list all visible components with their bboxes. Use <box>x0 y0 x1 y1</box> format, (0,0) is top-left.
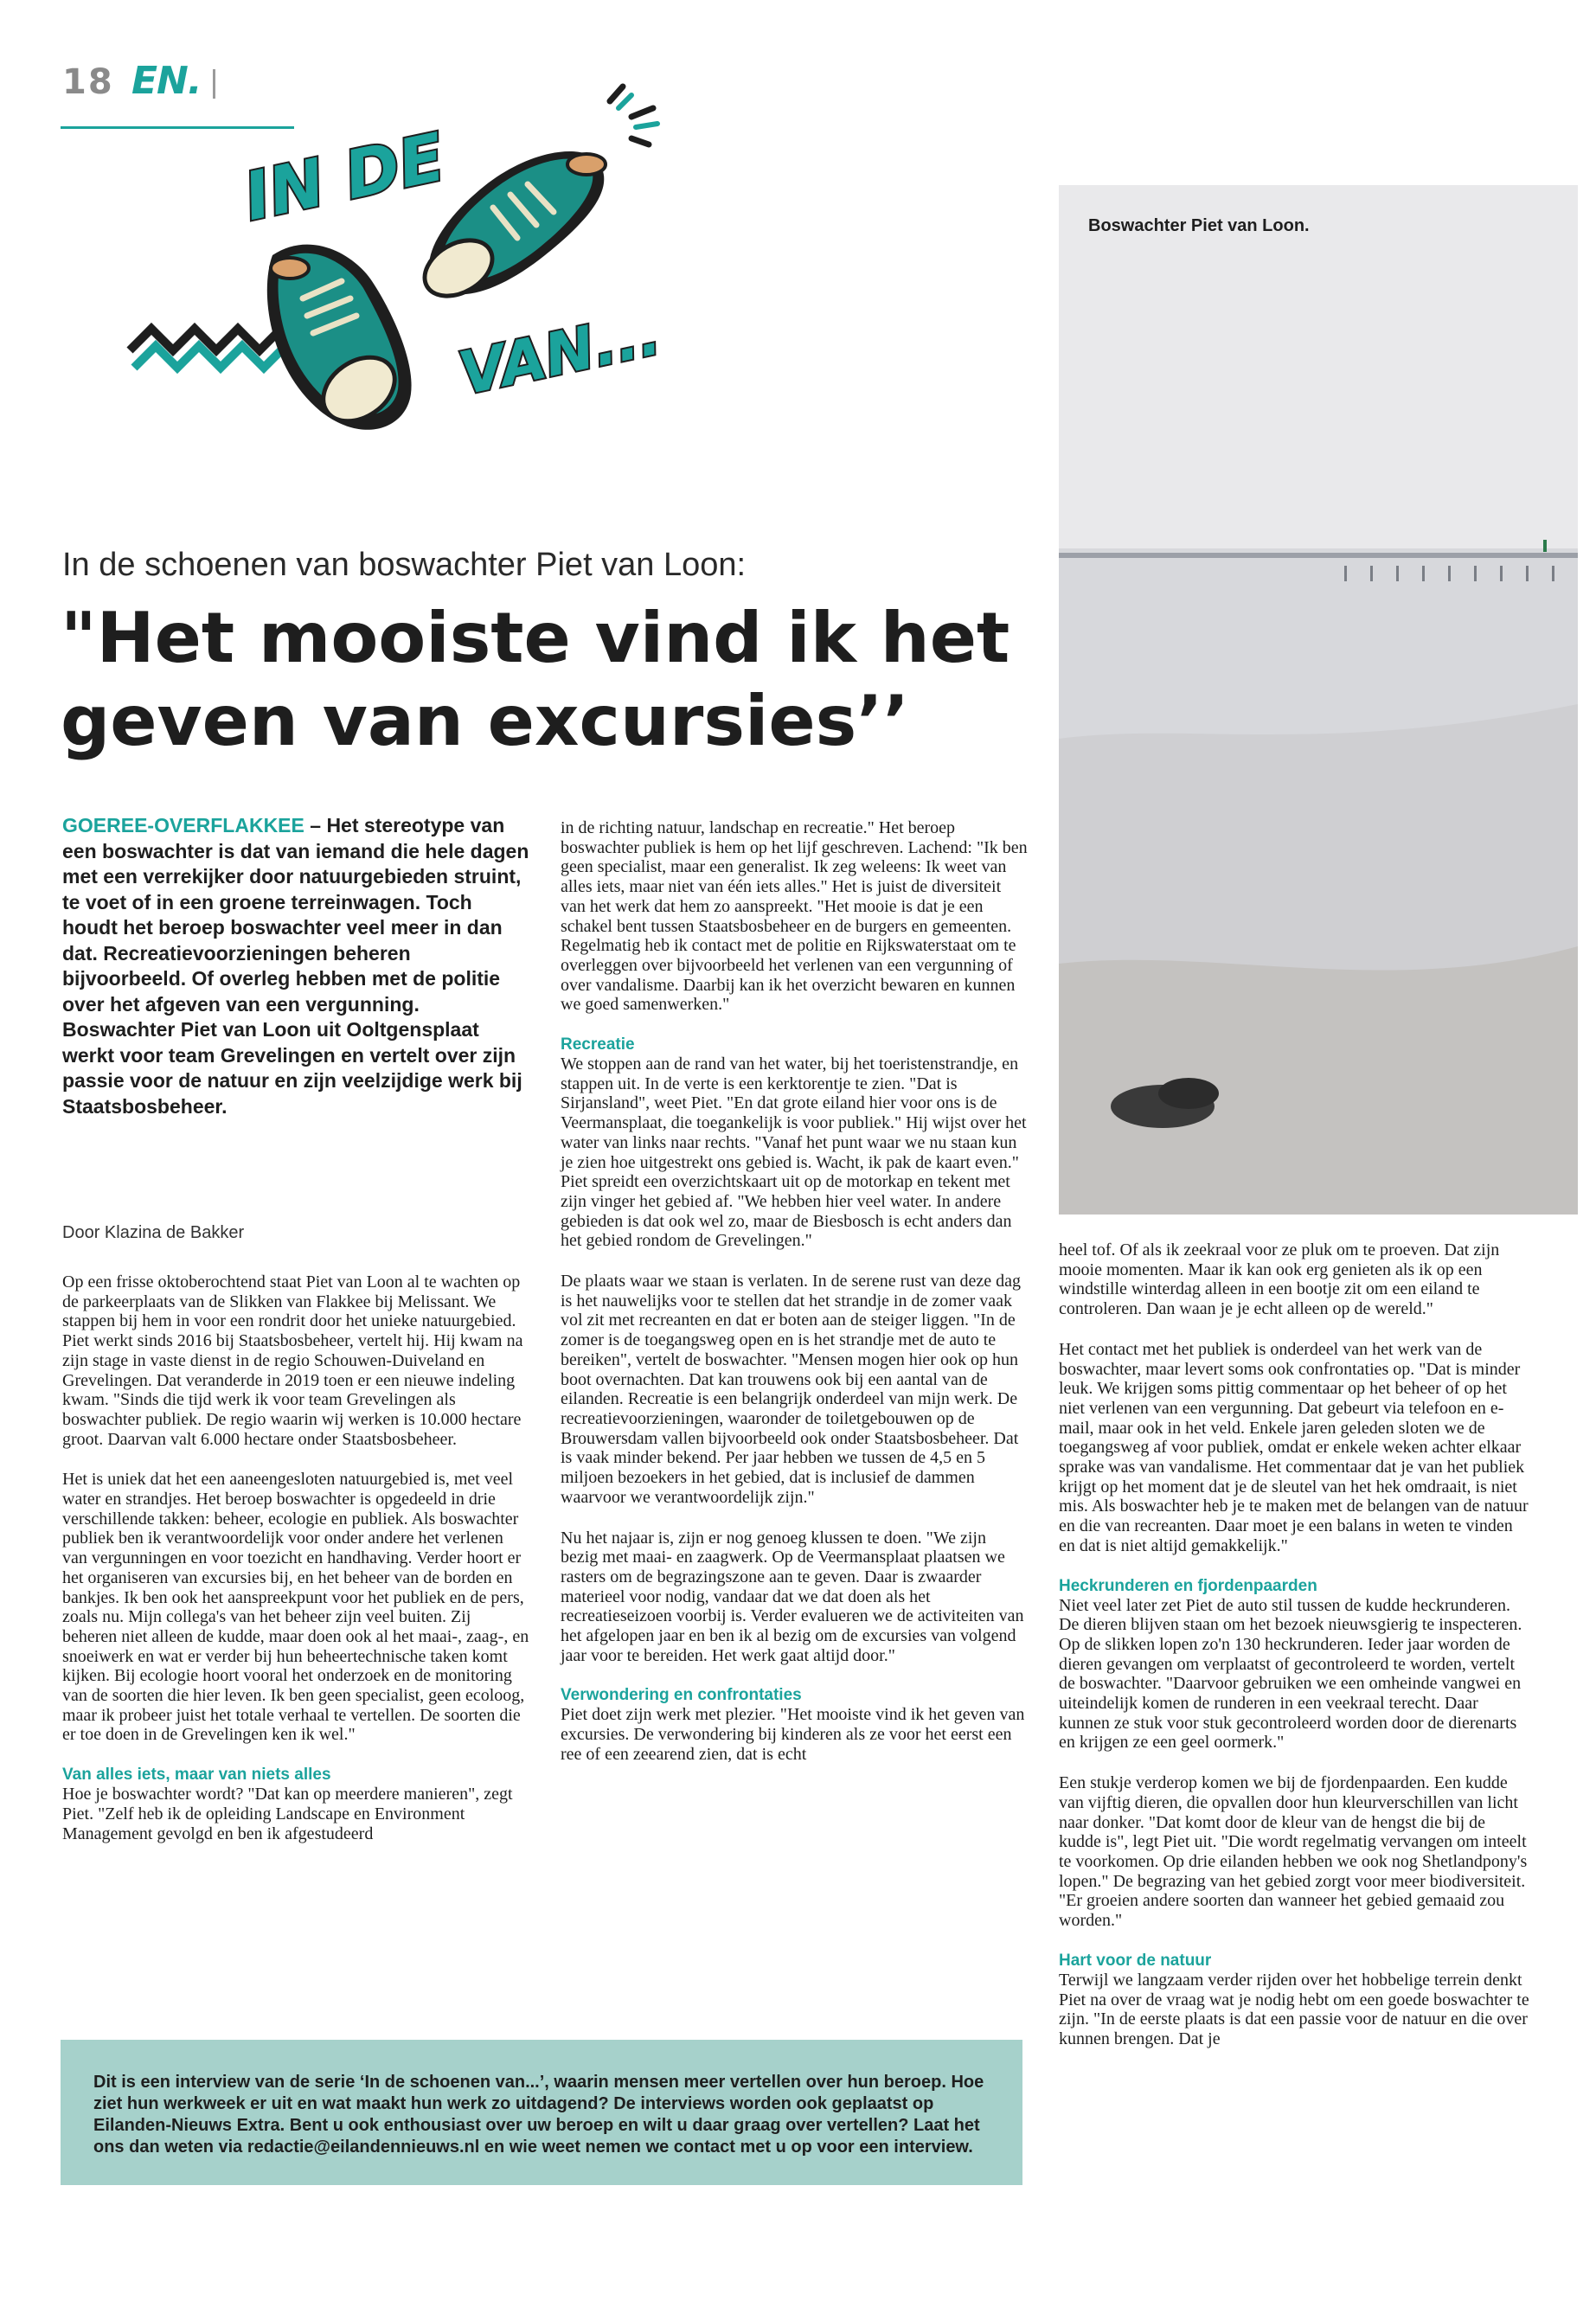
subheading: Heckrunderen en fjordenpaarden <box>1059 1576 1317 1595</box>
series-logo <box>112 82 735 463</box>
paragraph: Op een frisse oktoberochtend staat Piet van Loon al te wachten op de parkeerplaats van de Slikken van Flakkee bij Melissant. We stappen bij hem in voor een rondrit door het unieke natuurgebied. Piet werkt sinds 2016 bij Staatsbosbeheer, vertelt hij. Hij kwam na zijn stage in vaste dienst in de regio Schouwen-Duiveland en Grevelingen. Dat veranderde in 2019 toen er een nieuwe indeling kwam. "Sinds die tijd werk ik voor team Grevelingen als boswachter publiek. De regio waarin wij werken is 10.000 hectare groot. Daarvan valt 6.000 hectare onder Staatsbosbeheer. <box>62 1272 523 1449</box>
brand-logo: EN. <box>131 59 202 103</box>
article-column-2 <box>561 818 1028 1785</box>
paragraph: Terwijl we langzaam verder rijden over het hobbelige terrein denkt Piet na over de vraag wat je nodig hebt om een goede boswachter te zijn. "In de eerste plaats is dat een passie voor de natuur en die over kunnen brengen. Dat je <box>1059 1970 1529 2048</box>
subheading: Hart voor de natuur <box>1059 1951 1212 1970</box>
photo-caption: Boswachter Piet van Loon. <box>1088 216 1310 235</box>
paragraph: Nu het najaar is, zijn er nog genoeg klussen te doen. "We zijn bezig met maai- en zaagwerk. Op de Veermansplaat plaatsen we rasters om de begrazingszone aan te geven. Daar is zwaarder materieel voor nodig, vandaar dat we dat doen als het recreatieseizoen voorbij is. Verder evalueren we de activiteiten van het afgelopen jaar en ben ik al bezig om de excursies van volgend jaar voor te bereiden. Het werk gaat altijd door." <box>561 1528 1024 1665</box>
paragraph: Niet veel later zet Piet de auto stil tussen de kudde heckrunderen. De dieren blijven staan om het bezoek nieuwsgierig te inspecteren. Op de slikken lopen zo'n 130 heckrunderen. Ieder jaar worden de dieren gevangen om verplaatst of gecontroleerd te worden, vertelt de boswachter. "Daarvoor gebruiken we een omheinde vangwei en uiteindelijk komen de runderen in een veekraal terecht. Daar kunnen ze stuk voor stuk gecontroleerd worden door de dierenarts en krijgen ze een geel oormerk." <box>1059 1595 1522 1753</box>
sneaker-lower-icon <box>267 245 412 434</box>
series-info-text: Dit is een interview van de serie ‘In de schoenen van...’, waarin mensen meer vertellen over hun beroep. Hoe ziet hun werkweek er uit en wat maakt hun werk zo uitdagend? De interviews worden ook geplaatst op Eilanden-Nieuws Extra. Bent u ook enthousiast over uw beroep en wilt u daar graag over vertellen? Laat het ons dan weten via redactie@eilandennieuws.nl en wie weet nemen we contact met u op voor een interview. <box>93 2073 984 2157</box>
paragraph: De plaats waar we staan is verlaten. In de serene rust van deze dag is het nauwelijks voor te stellen dat het strandje in de zomer vaak vol zit met recreanten en dat er boten aan de steiger liggen. "In de zomer is de toegangsweg open en is het strandje met de auto te bereiken", vertelt de boswachter. "Mensen mogen hier ook op hun boot overnachten. Dat kan trouwens ook bij een aantal van de eilanden. Recreatie is een belangrijk onderdeel van mijn werk. De recreatievoorzieningen, waaronder de toiletgebouwen op de Brouwersdam vallen bijvoorbeeld ook onder Staatsbosbeheer. Dat is vaak minder bekend. Per jaar hebben we tussen de 4,5 en 5 miljoen bezoekers in het gebied, dat is inclusief de dammen waarvoor we verantwoordelijk zijn." <box>561 1272 1021 1507</box>
logo-text-van: VAN... <box>453 299 667 409</box>
page-number: 18 <box>62 62 114 102</box>
subheading: Van alles iets, maar van niets alles <box>62 1766 331 1785</box>
article-byline: Door Klazina de Bakker <box>62 1223 245 1242</box>
article-lead <box>62 813 529 1119</box>
article-column-1 <box>62 1272 529 1864</box>
article-lead-text: – Het stereotype van een boswachter is dat van iemand die hele dagen met een verrekijker door natuurgebieden struint, te voet of in een groene terreinwagen. Toch houdt het beroep boswachter veel meer in dan dat. Recreatievoorzieningen beheren bijvoorbeeld. Of overleg hebben met de politie over het afgeven van een vergunning. Boswachter Piet van Loon uit Ooltgensplaat werkt voor team Grevelingen en vertelt over zijn passie voor de natuur en zijn veelzijdige werk bij Staatsbosbeheer. <box>62 814 529 1118</box>
paragraph: Piet doet zijn werk met plezier. "Het mooiste vind ik het geven van excursies. De verwondering bij kinderen als ze voor het eerst een ree of een zeearend zien, dat is echt <box>561 1705 1025 1764</box>
paragraph: Het is uniek dat het een aaneengesloten natuurgebied is, met veel water en strandjes. Het beroep boswachter is opgedeeld in drie verschillende takken: beheer, ecologie en publiek. Als boswachter publiek ben ik verantwoordelijk voor onder andere het verlenen van vergunningen en voor toezicht en handhaving. Verder hoort er het organiseren van excursies bij, en het beheer van de borden en bankjes. Ik ben ook het aanspreekpunt voor het publiek en de pers, zoals nu. Mijn collega's van het beheer zijn veel buiten. Zij beheren niet alleen de kudde, maar doen ook al het maai-, zaag-, en snoeiwerk en wat er verder bij hun beheertechnische taken komt kijken. Bij ecologie hoort vooral het onderzoek en de monitoring van de soorten die hier leven. Ik ben geen specialist, geen ecoloog, maar ik probeer juist het totale verhaal te vertellen. De soorten die er toe doen in de Grevelingen ken ik wel." <box>62 1470 529 1745</box>
paragraph: heel tof. Of als ik zeekraal voor ze pluk om te proeven. Dat zijn mooie momenten. Maar ik kan ook erg genieten als ik op een windstille winterdag alleen in een bootje zit om een eiland te controleren. Dan waan je je echt alleen op de wereld." <box>1059 1240 1500 1319</box>
photo-forester <box>1059 185 1578 1215</box>
article-kicker: In de schoenen van boswachter Piet van Loon: <box>62 547 747 583</box>
article-column-3 <box>1059 1240 1531 2070</box>
logo-text-in-de: IN DE <box>237 118 452 236</box>
article-location: GOEREE-OVERFLAKKEE <box>62 814 304 836</box>
paragraph: We stoppen aan de rand van het water, bij het toeristenstrandje, en stappen uit. In de verte is een kerktorentje te zien. "Dat is Sirjansland", weet Piet. "En dat grote eiland hier voor ons is de Veermansplaat, die toegankelijk is voor publiek." Hij wijst over het water van links naar rechts. "Vanaf het punt waar we nu staan kun je zien hoe uitgestrekt ons gebied is. Wacht, ik pak de kaart even." Piet spreidt een overzichtskaart uit op de motorkap en tekent met zijn vinger het gebied af. "We hebben hier veel water. In andere gebieden is dat ook wel zo, maar de Biesbosch is echt anders dan het gebied rondom de Grevelingen." <box>561 1054 1027 1251</box>
subheading: Recreatie <box>561 1035 635 1054</box>
paragraph: Het contact met het publiek is onderdeel van het werk van de boswachter, maar levert soms ook confrontaties op. "Dat is minder leuk. We krijgen soms pittig commentaar op het beheer of op het niet verlenen van een vergunning. Dat gebeurt via telefoon en e-mail, maar ook in het veld. Enkele jaren geleden sloten we de toegangsweg af voor publiek, omdat er enkele weken achter elkaar sprake was van vandalisme. Het commentaar dat je van het publiek krijgt op het moment dat je de sleutel van het hek omdraait, is niet mis. Als boswachter heb je te maken met de belangen van de natuur en die van recreanten. Daar moet je een balans in weten te vinden en dat is niet altijd gemakkelijk." <box>1059 1339 1529 1555</box>
article-headline: "Het mooiste vind ik het geven van excursies’’ <box>61 598 1010 761</box>
paragraph: in de richting natuur, landschap en recreatie." Het beroep boswachter publiek is hem op het lijf geschreven. Lachend: "Ik ben geen specialist, maar een generalist. Ik zeg weleens: Ik weet van alles iets, maar niet van één iets alles." Het is juist de diversiteit van het werk dat hem zo aanspreekt. "Het mooie is dat je een schakel bent tussen Staatsbosbeheer en de burgers en gemeenten. Regelmatig heb ik contact met de politie en Rijkswaterstaat om te overleggen over bijvoorbeeld het verlenen van een vergunning of over vandalisme. Daarbij kan ik het overzicht bewaren en kunnen we goed samenwerken." <box>561 818 1028 1015</box>
subheading: Verwondering en confrontaties <box>561 1686 802 1705</box>
paragraph: Een stukje verderop komen we bij de fjordenpaarden. Een kudde van vijftig dieren, die opvallen door hun kleurverschillen van licht naar donker. "Dat komt door de kleur van de hengst die bij de kudde is", legt Piet uit. "Die wordt regelmatig vervangen om inteelt te voorkomen. Op drie eilanden hebben we ook nog Shetlandpony's lopen." De begrazing van het gebied zorgt voor meer biodiversiteit. "Er groeien andere soorten dan wanneer het gebied gemaaid zou worden." <box>1059 1773 1528 1931</box>
paragraph: Hoe je boswachter wordt? "Dat kan op meerdere manieren", zegt Piet. "Zelf heb ik de opleiding Landscape en Environment Management gevolgd en ben ik afgestudeerd <box>62 1785 513 1843</box>
